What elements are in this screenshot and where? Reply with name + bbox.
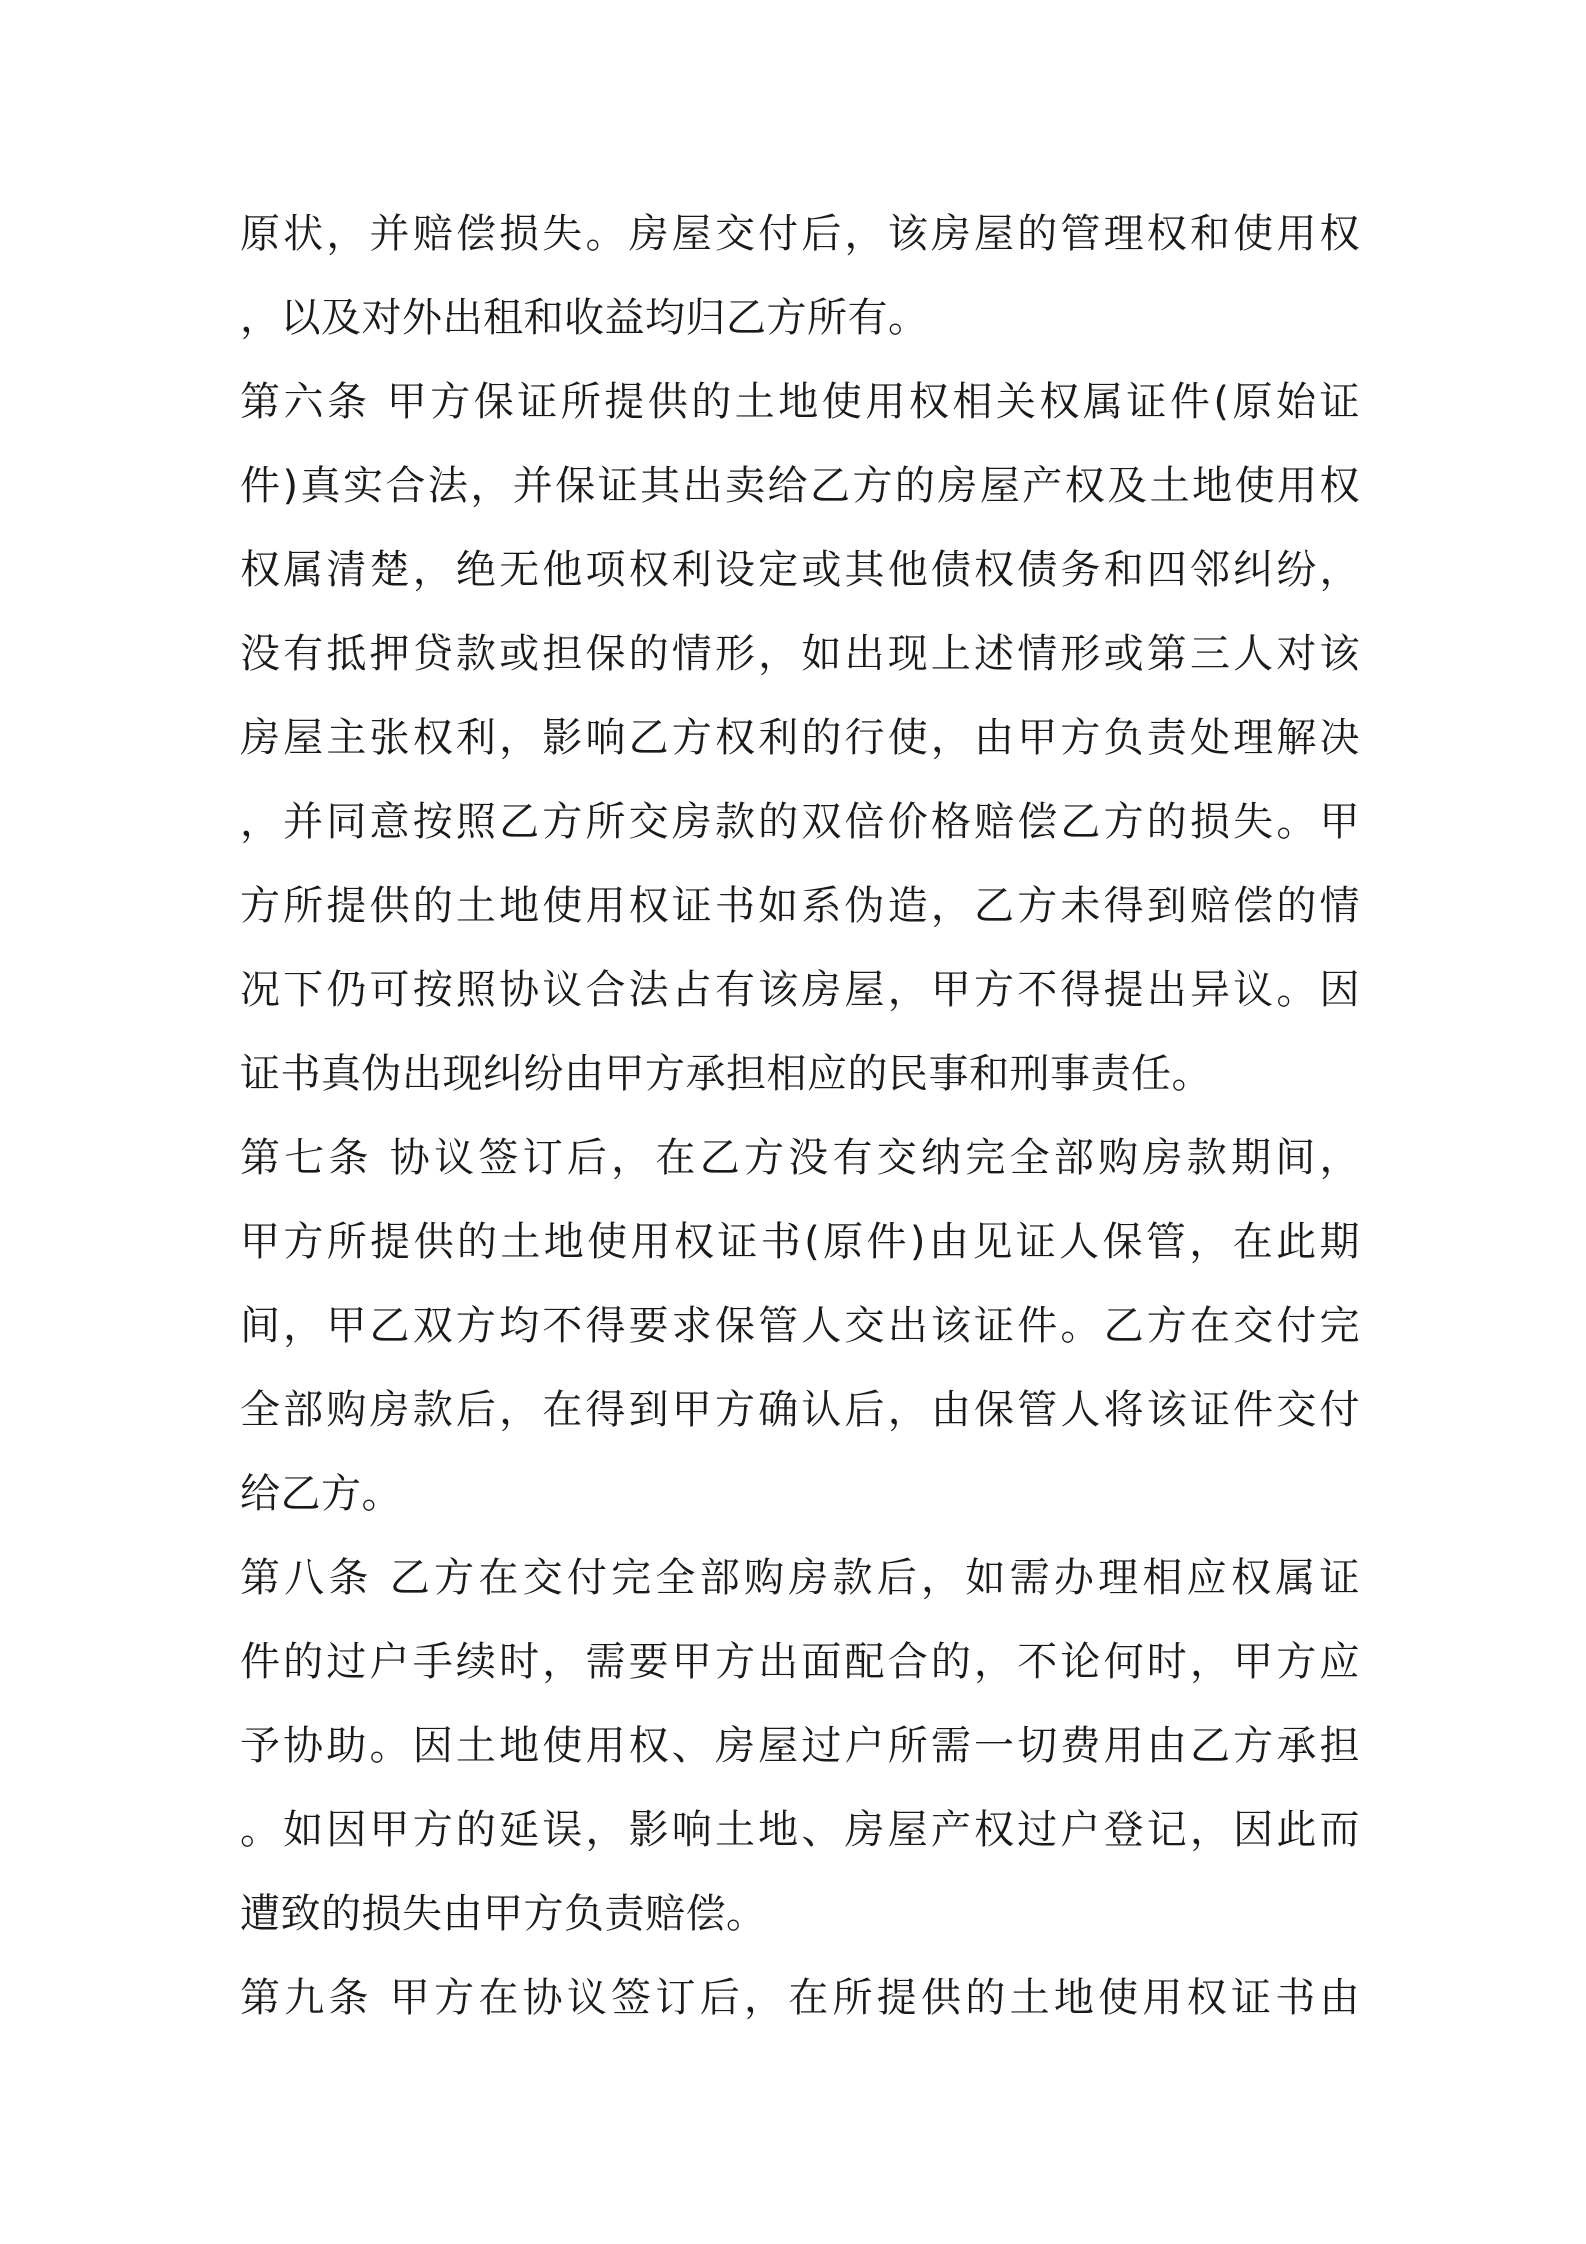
text-line-1: 原状，并赔偿损失。房屋交付后，该房屋的管理权和使用权 — [240, 211, 1360, 257]
clause-8-line-5: 遭致的损失由甲方负责赔偿。 — [240, 1891, 767, 1937]
clause-6-line-3: 权属清楚，绝无他项权利设定或其他债权债务和四邻纠纷， — [240, 547, 1360, 593]
clause-6-line-6: ，并同意按照乙方所交房款的双倍价格赔偿乙方的损失。甲 — [240, 799, 1360, 845]
clause-6-line-7: 方所提供的土地使用权证书如系伪造，乙方未得到赔偿的情 — [240, 883, 1360, 929]
clause-8-line-4: 。如因甲方的延误，影响土地、房屋产权过户登记，因此而 — [240, 1807, 1360, 1853]
clause-7-line-3: 间，甲乙双方均不得要求保管人交出该证件。乙方在交付完 — [240, 1303, 1360, 1349]
clause-8-line-3: 予协助。因土地使用权、房屋过户所需一切费用由乙方承担 — [240, 1723, 1360, 1769]
clause-8-line-2: 件的过户手续时，需要甲方出面配合的，不论何时，甲方应 — [240, 1639, 1360, 1685]
clause-9-line-1: 第九条 甲方在协议签订后，在所提供的土地使用权证书由 — [240, 1975, 1360, 2021]
document-body — [240, 192, 1360, 2040]
clause-8-line-1: 第八条 乙方在交付完全部购房款后，如需办理相应权属证 — [240, 1555, 1360, 1601]
clause-6-line-5: 房屋主张权利，影响乙方权利的行使，由甲方负责处理解决 — [240, 715, 1360, 761]
clause-6-line-1: 第六条 甲方保证所提供的土地使用权相关权属证件(原始证 — [240, 379, 1360, 425]
clause-6-line-4: 没有抵押贷款或担保的情形，如出现上述情形或第三人对该 — [240, 631, 1360, 677]
clause-6-line-9: 证书真伪出现纠纷由甲方承担相应的民事和刑事责任。 — [240, 1051, 1212, 1097]
clause-7-line-1: 第七条 协议签订后，在乙方没有交纳完全部购房款期间， — [240, 1135, 1360, 1181]
text-line-2: ，以及对外出租和收益均归乙方所有。 — [240, 295, 929, 341]
clause-7-line-2: 甲方所提供的土地使用权证书(原件)由见证人保管，在此期 — [240, 1219, 1360, 1265]
clause-6-line-8: 况下仍可按照协议合法占有该房屋，甲方不得提出异议。因 — [240, 967, 1360, 1013]
clause-6-line-2: 件)真实合法，并保证其出卖给乙方的房屋产权及土地使用权 — [240, 463, 1360, 509]
clause-7-line-5: 给乙方。 — [240, 1471, 402, 1517]
clause-7-line-4: 全部购房款后，在得到甲方确认后，由保管人将该证件交付 — [240, 1387, 1360, 1433]
